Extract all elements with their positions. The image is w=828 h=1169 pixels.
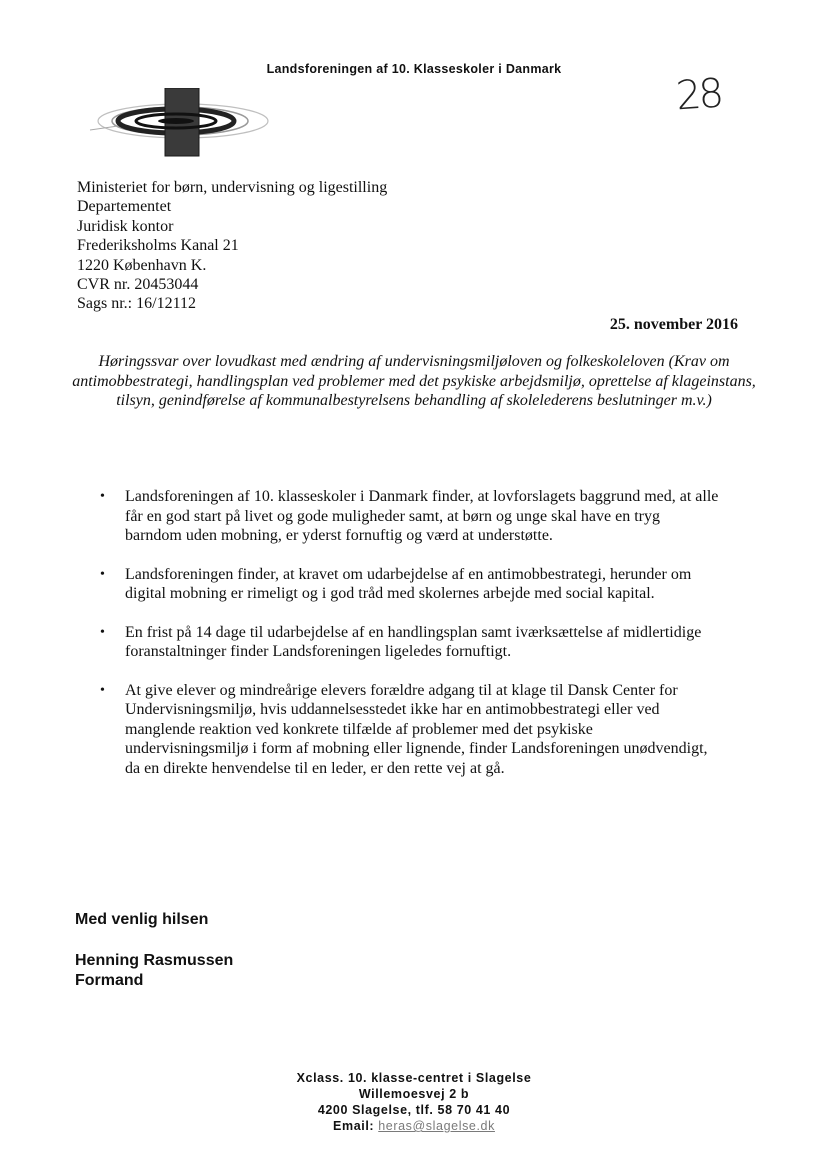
list-item xyxy=(100,487,760,546)
bullet-line: barndom uden mobning, er yderst fornuftig og værd at understøtte. xyxy=(125,527,553,544)
list-item xyxy=(100,623,760,662)
recipient-address xyxy=(77,178,387,314)
bullet-line: får en god start på livet og gode muligheder samt, at børn og unge skal have en tryg xyxy=(125,507,660,525)
signer-title: Formand xyxy=(75,971,144,989)
bullet-line: foranstaltninger finder Landsforeningen ligeledes fornuftigt. xyxy=(125,643,512,660)
email-label: Email: xyxy=(333,1119,375,1133)
signer-name: Henning Rasmussen xyxy=(75,952,234,969)
letter-date: 25. november 2016 xyxy=(609,316,738,333)
bullet-line: Landsforeningen af 10. klasseskoler i Danmark finder, at lovforslagets baggrund med, at alle xyxy=(125,488,719,505)
recipient-line: Departementet xyxy=(77,198,172,216)
bullet-line: manglende reaktion ved konkrete tilfælde af problemer med det psykiske xyxy=(125,720,593,738)
footer-contact xyxy=(0,1070,828,1134)
bullet-icon: • xyxy=(100,624,105,640)
recipient-line: Juridisk kontor xyxy=(77,217,174,235)
organization-name: Landsforeningen af 10. Klasseskoler i Danmark xyxy=(266,62,562,76)
bullet-list xyxy=(100,487,760,797)
email-link[interactable]: heras@slagelse.dk xyxy=(378,1119,495,1133)
footer-line: Willemoesvej 2 b xyxy=(358,1087,470,1101)
recipient-line: CVR nr. 20453044 xyxy=(77,276,199,294)
list-item xyxy=(100,565,760,604)
signer-block xyxy=(75,951,233,990)
recipient-line: Sags nr.: 16/12112 xyxy=(77,295,196,313)
list-item xyxy=(100,681,760,779)
recipient-line: Ministeriet for børn, undervisning og ligestilling xyxy=(77,179,388,196)
handwritten-page-number: 28 xyxy=(674,70,723,120)
bullet-line: digital mobning er rimeligt og i god tråd med skolernes arbejde med social kapital. xyxy=(125,585,655,602)
footer-email-line xyxy=(0,1118,828,1134)
bullet-line: Undervisningsmiljø, hvis uddannelsesstedet ikke har en antimobbestrategi eller ved xyxy=(125,701,660,718)
footer-line: 4200 Slagelse, tlf. 58 70 41 40 xyxy=(317,1103,511,1117)
bullet-line: At give elever og mindreårige elevers forældre adgang til at klage til Dansk Center for xyxy=(125,681,678,699)
organization-logo xyxy=(88,88,288,158)
bullet-line: da en direkte henvendelse til en leder, er den rette vej at gå. xyxy=(125,759,505,777)
signoff: Med venlig hilsen xyxy=(75,911,209,928)
footer-line: Xclass. 10. klasse-centret i Slagelse xyxy=(296,1071,532,1085)
bullet-line: undervisningsmiljø i form af mobning eller lignende, finder Landsforeningen unødvendigt, xyxy=(125,740,708,757)
bullet-icon: • xyxy=(100,566,105,582)
letter-subject: Høringssvar over lovudkast med ændring af undervisningsmiljøloven og folkeskoleloven (Krav om antimobbestrategi, handlingsplan ved problemer med det psykiske arbejdsmiljø, oprettelse af klageinstans, tilsyn, genindførelse af kommunalbestyrelsens behandling af skolelederens beslutninger m.v.) xyxy=(72,353,756,409)
bullet-icon: • xyxy=(100,489,105,504)
bullet-line: En frist på 14 dage til udarbejdelse af en handlingsplan samt iværksættelse af midlertidige xyxy=(125,623,702,641)
bullet-icon: • xyxy=(100,682,105,698)
recipient-line: Frederiksholms Kanal 21 xyxy=(77,237,239,255)
recipient-line: 1220 København K. xyxy=(77,256,207,274)
bullet-line: Landsforeningen finder, at kravet om udarbejdelse af en antimobbestrategi, herunder om xyxy=(125,565,692,583)
